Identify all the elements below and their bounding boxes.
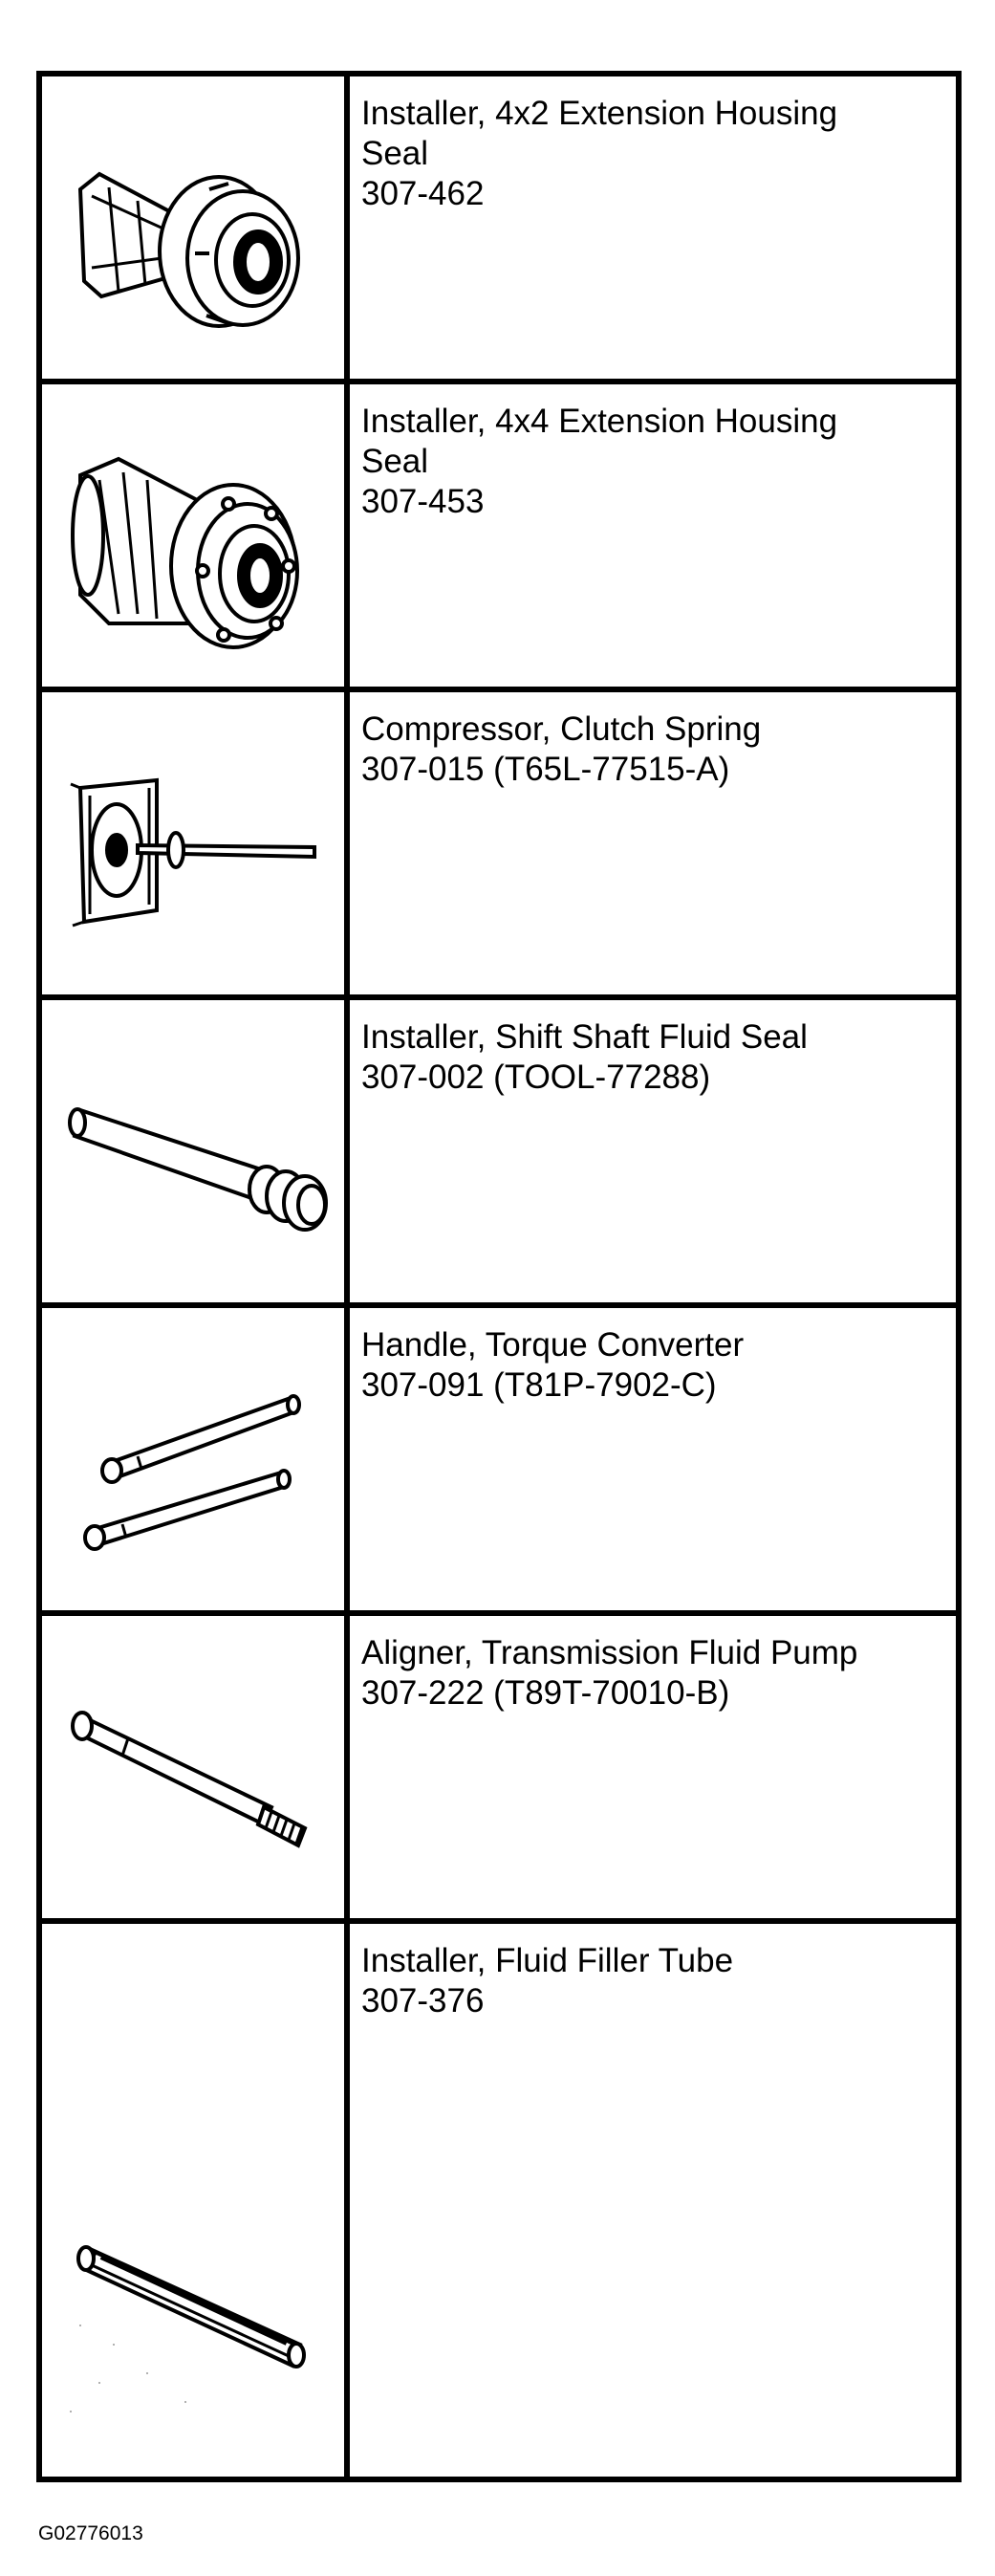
extension-housing-seal-installer-4x2-icon (42, 76, 350, 379)
tool-row (42, 1616, 956, 1924)
tool-part-number: 307-091 (T81P-7902-C) (361, 1366, 717, 1404)
tool-name-continued: Seal (361, 443, 429, 480)
tool-name: Compressor, Clutch Spring (361, 710, 762, 748)
tool-part-number: 307-015 (T65L-77515-A) (361, 751, 730, 788)
tool-description (350, 76, 956, 379)
tool-description (350, 1616, 956, 1918)
tool-part-number: 307-222 (T89T-70010-B) (361, 1674, 730, 1712)
extension-housing-seal-installer-4x4-icon (42, 384, 350, 687)
torque-converter-handles-icon (42, 1308, 350, 1610)
shift-shaft-seal-installer-icon (42, 1000, 350, 1302)
tool-name: Aligner, Transmission Fluid Pump (361, 1634, 858, 1671)
fluid-filler-tube-installer-icon (42, 1924, 350, 2477)
special-tools-table (36, 71, 962, 2482)
tool-row (42, 384, 956, 692)
tool-part-number: 307-002 (TOOL-77288) (361, 1059, 711, 1096)
tool-description (350, 1308, 956, 1610)
tool-name: Installer, Shift Shaft Fluid Seal (361, 1018, 808, 1056)
tool-name: Installer, 4x4 Extension Housing (361, 403, 838, 440)
figure-code: G02776013 (38, 2522, 143, 2544)
tool-row (42, 1308, 956, 1616)
clutch-spring-compressor-icon (42, 692, 350, 994)
tool-row (42, 1924, 956, 2477)
tool-name: Installer, 4x2 Extension Housing (361, 95, 838, 132)
fluid-pump-aligner-icon (42, 1616, 350, 1918)
tool-description (350, 1000, 956, 1302)
tool-part-number: 307-453 (361, 483, 485, 520)
tool-description (350, 1924, 956, 2477)
tool-description (350, 384, 956, 687)
tool-row (42, 76, 956, 384)
tool-name: Installer, Fluid Filler Tube (361, 1942, 734, 1979)
tool-part-number: 307-462 (361, 175, 485, 212)
tool-name: Handle, Torque Converter (361, 1326, 745, 1364)
tool-part-number: 307-376 (361, 1982, 485, 2019)
tool-description (350, 692, 956, 994)
tool-row (42, 1000, 956, 1308)
tool-row (42, 692, 956, 1000)
tool-name-continued: Seal (361, 135, 429, 172)
